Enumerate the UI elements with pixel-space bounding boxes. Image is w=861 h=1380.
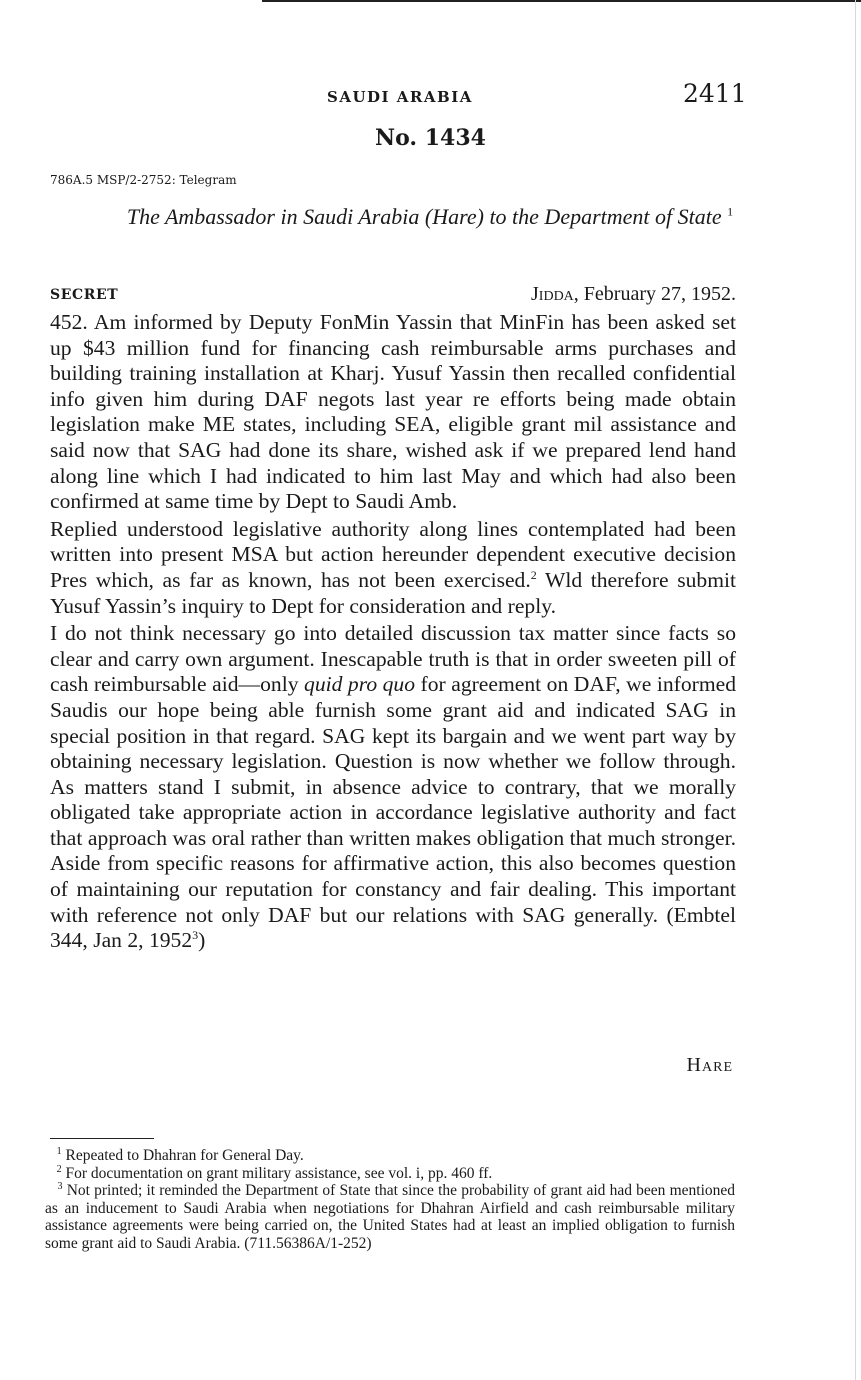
place-date: Jidda, February 27, 1952. (531, 283, 736, 305)
date: February 27, 1952. (583, 283, 736, 305)
running-head-title: SAUDI ARABIA (327, 88, 473, 106)
telegram-body (50, 310, 736, 954)
classification: SECRET (50, 287, 119, 303)
footnote-ref-3: 3 (192, 928, 199, 943)
footnote-ref-2: 2 (530, 567, 537, 582)
footnote-3 (45, 1182, 735, 1252)
paragraph-3-text-a: I do not think necessary go into detailed discussion tax matter since facts so clear and carry own argument. Inescapable truth is that in order sweeten pill of cash reimbursable aid—only (50, 621, 736, 697)
source-reference: 786A.5 MSP/2-2752: Telegram (50, 173, 237, 187)
paragraph-2-text-b: Wld therefore submit Yusuf Yassin’s inquiry to Dept for consideration and reply. (50, 567, 736, 618)
paragraph-3-text-b: for agreement on DAF, we informed Saudis our hope being able furnish some grant aid and indicated SAG in special position in that regard. SAG kept its bargain and we went part way by obtaining necessary legislation. Question is now whether we follow through. As matters stand I submit, in absence advice to contrary, that we morally obligated take appropriate action in accordance legislative authority and fact that approach was oral rather than written makes obligation that much stronger. Aside from specific reasons for affirmative action, this also becomes question of maintaining our reputation for constancy and fair dealing. This important with reference not only DAF but our relations with SAG generally. (Embtel 344, Jan 2, 1952 (50, 672, 737, 953)
document-number: No. 1434 (375, 125, 486, 151)
running-head (0, 79, 861, 114)
footnotes (45, 1147, 735, 1252)
heading-text: The Ambassador in Saudi Arabia (Hare) to the Department of State (126, 204, 722, 229)
paragraph-3-italic: quid pro quo (304, 672, 416, 697)
paragraph-2-text-a: Replied understood legislative authority along lines contemplated had been written into present MSA but action hereunder dependent executive decision Pres which, as far as known, has not been exercised. (50, 516, 736, 592)
top-rule (262, 0, 861, 2)
classification-line (50, 284, 736, 310)
footnote-1-text: Repeated to Dhahran for General Day. (65, 1147, 304, 1164)
footnote-3-text: Not printed; it reminded the Department of State that since the probability of grant aid had been mentioned as an inducement to Saudi Arabia when negotiations for Dhahran Airfield and cash reimbursable military assistance agreements were being carried on, the United States had at least an implied obligation to furnish some grant aid to Saudi Arabia. (711.56386A/1-252) (45, 1182, 736, 1252)
page-edge (855, 0, 856, 1380)
footnote-1-mark: 1 (56, 1145, 62, 1157)
paragraph-1 (50, 310, 736, 515)
footnote-rule (50, 1138, 154, 1139)
footnote-2-mark: 2 (56, 1163, 62, 1175)
footnote-1 (45, 1147, 735, 1165)
document-heading (70, 203, 790, 230)
place: Jidda (531, 283, 574, 305)
footnote-2 (45, 1165, 735, 1183)
signature: Hare (686, 1054, 733, 1076)
paragraph-2 (50, 517, 736, 619)
footnote-2-text: For documentation on grant military assistance, see vol. i, pp. 460 ff. (65, 1164, 493, 1182)
footnote-3-mark: 3 (57, 1180, 63, 1192)
page-number: 2411 (683, 79, 747, 108)
paragraph-1-text: 452. Am informed by Deputy FonMin Yassin that MinFin has been asked set up $43 million fund for financing cash reimbursable arms purchases and building training installation at Kharj. Yusuf Yassin then recalled confidential info given him during DAF negots last year re efforts being made obtain legislation make ME states, including SEA, eligible grant mil assistance and said now that SAG had done its share, wished ask if we prepared lend hand along line which I had indicated to him last May and which had also been confirmed at same time by Dept to Saudi Amb. (50, 310, 736, 514)
paragraph-3 (50, 621, 736, 954)
footnote-ref-1: 1 (727, 204, 734, 219)
paragraph-3-text-c: ) (198, 928, 206, 953)
